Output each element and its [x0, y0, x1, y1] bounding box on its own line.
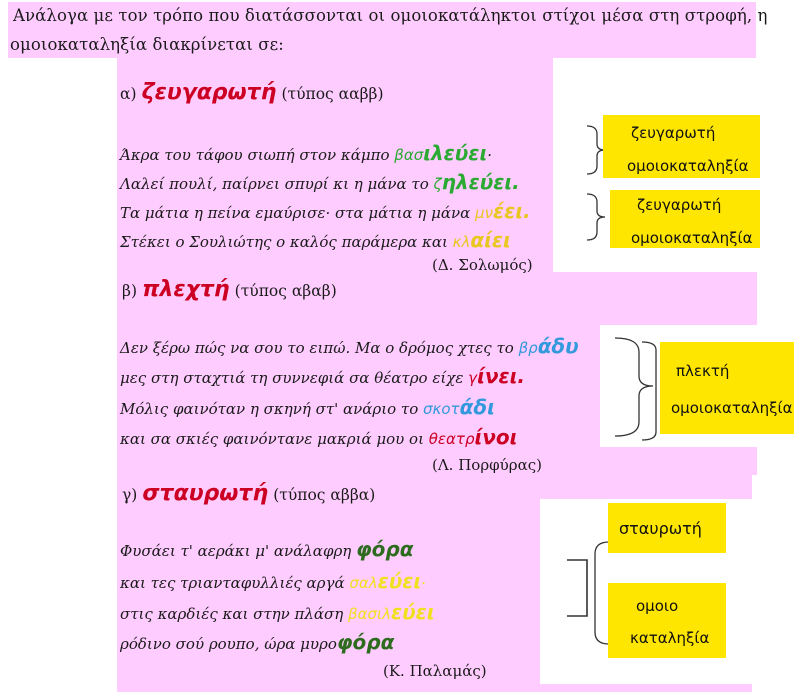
rhyme-bold: εύει — [377, 569, 422, 593]
section-c-line-1: Φυσάει τ' αεράκι μ' ανάλαφρη φόρα — [120, 537, 414, 561]
rhyme-bold: ιλεύει — [423, 141, 488, 165]
section-b-line-2: μες στη σταχτιά τη συννεφιά σα θέατρο είχε γίνει. — [120, 364, 526, 388]
rhyme-light: σαλ — [349, 574, 378, 592]
rhyme-bold: φόρα — [336, 630, 395, 654]
section-c-credit: (Κ. Παλαμάς) — [383, 662, 487, 680]
rhyme-bold: εύει — [390, 600, 435, 624]
rhyme-bold: φόρα — [356, 537, 414, 561]
section-c-pattern: (τύπος αββα) — [273, 486, 376, 504]
section-b-label-line-2: ομοιοκαταληξία — [671, 399, 793, 417]
rhyme-bold: έει. — [492, 199, 531, 223]
rhyme-bold: ηλεύει. — [441, 170, 520, 194]
rhyme-light: βασιλ — [348, 605, 391, 623]
section-a-pattern: (τύπος ααββ) — [281, 85, 384, 103]
section-c-background-bottom — [540, 684, 752, 692]
section-b-marker: β) — [122, 282, 138, 300]
section-b-label — [660, 342, 794, 434]
section-a-marker: α) — [120, 85, 137, 103]
section-a-heading — [120, 80, 384, 105]
rhyme-light: βασ — [394, 146, 424, 164]
rhyme-light: θεατρ — [428, 430, 475, 448]
section-a-keyword: ζευγαρωτή — [141, 80, 277, 105]
section-b-label-line-1: πλεκτή — [676, 362, 730, 380]
rhyme-bold: άδυ — [537, 334, 579, 358]
section-a-line-3: Τα μάτια η πείνα εμαύρισε· στα μάτια η μάνα μνέει. — [120, 199, 531, 223]
section-c-marker: γ) — [122, 486, 138, 504]
section-b-pattern: (τύπος αβαβ) — [234, 282, 337, 300]
section-b-credit: (Λ. Πορφύρας) — [432, 456, 542, 474]
section-a-label-2-line-1: ζευγαρωτή — [637, 196, 722, 214]
section-a-line-2: Λαλεί πουλί, παίρνει σπυρί κι η μάνα το ζηλεύει. — [120, 170, 520, 194]
rhyme-light: γ — [468, 369, 478, 387]
section-a-line-4: Στέκει ο Σουλιώτης ο καλός παράμερα και κλαίει — [120, 228, 511, 252]
rhyme-light: σκοτ — [423, 400, 460, 418]
intro-line-1: Ανάλογα με τον τρόπο που διατάσσονται οι ομοιοκατάληκτοι στίχοι μέσα στη στροφή, η — [13, 6, 768, 25]
section-a-label-1-line-1: ζευγαρωτή — [631, 124, 716, 142]
section-c-background-right — [540, 475, 752, 499]
rhyme-light: ζ — [433, 175, 442, 193]
section-b-line-4: και σα σκιές φαινόντανε μακριά μου οι θεατρίνοι — [120, 425, 518, 449]
section-c-line-4: ρόδινο σού ρουπο, ώρα μυροφόρα — [120, 630, 395, 654]
section-c-label-line-2: ομοιο — [636, 597, 679, 615]
section-b-heading — [122, 277, 337, 302]
section-a-label-1-line-2: ομοιοκαταληξία — [627, 157, 749, 175]
section-c-line-3: στις καρδιές και στην πλάση βασιλεύει — [120, 600, 435, 624]
section-c-keyword: σταυρωτή — [142, 481, 269, 506]
section-b-keyword: πλεχτή — [142, 277, 230, 302]
rhyme-light: κλ — [452, 233, 471, 251]
rhyme-bold: ίνει. — [477, 364, 526, 388]
intro-line-2: ομοιοκαταληξία διακρίνεται σε: — [10, 35, 284, 54]
rhyme-light: βρ — [518, 339, 538, 357]
section-a-bracket-2 — [583, 192, 613, 242]
rhyme-light: μν — [475, 204, 493, 222]
section-a-line-1: Άκρα του τάφου σιωπή στον κάμπο βασιλεύει· — [120, 141, 493, 165]
section-b-line-3: Μόλις φαινόταν η σκηνή στ' ανάριο το σκοτάδι — [120, 395, 495, 419]
section-c-heading — [122, 481, 375, 506]
section-a-label-2-line-2: ομοιοκαταληξία — [631, 229, 753, 247]
section-b-line-1: Δεν ξέρω πώς να σου το ειπώ. Μα ο δρόμος χτες το βράδυ — [120, 334, 579, 358]
section-c-label-line-1: σταυρωτή — [619, 519, 702, 538]
section-c-line-2: και τες τριανταφυλλιές αργά σαλεύει· — [120, 569, 426, 593]
section-c-label-line-3: καταληξία — [630, 629, 710, 647]
rhyme-bold: αίει — [470, 228, 511, 252]
rhyme-bold: ίνοι — [474, 425, 518, 449]
section-a-credit: (Δ. Σολωμός) — [432, 256, 533, 274]
rhyme-bold: άδι — [459, 395, 495, 419]
